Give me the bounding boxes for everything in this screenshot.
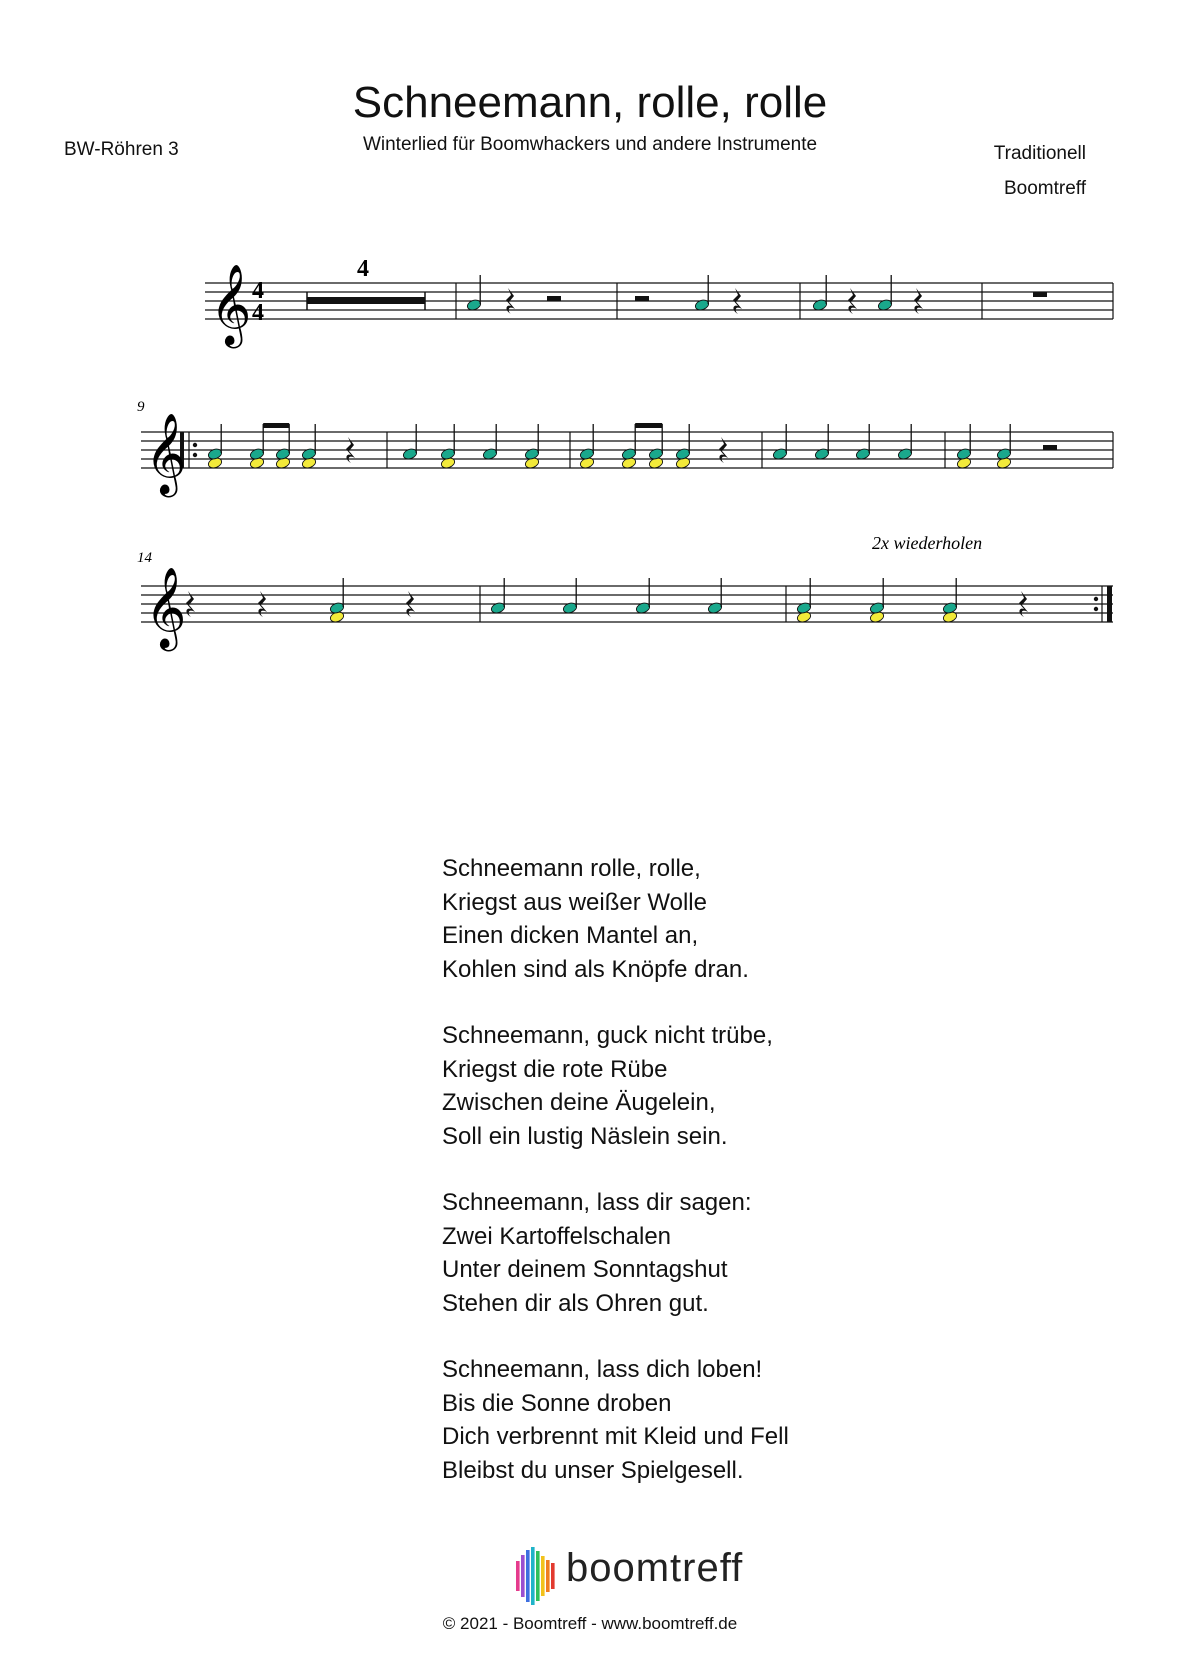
note bbox=[648, 424, 664, 470]
lyrics-line: Schneemann, lass dich loben! bbox=[442, 1356, 763, 1383]
note bbox=[956, 424, 972, 470]
composer-label: Traditionell bbox=[993, 143, 1086, 164]
logo-bar bbox=[521, 1555, 525, 1597]
note bbox=[440, 424, 456, 470]
measure-number-14: 14 bbox=[137, 550, 152, 566]
arranger-label: Boomtreff bbox=[1003, 178, 1086, 199]
part-label: BW-Röhren 3 bbox=[64, 139, 179, 160]
note bbox=[524, 424, 540, 470]
lyrics-line: Soll ein lustig Näslein sein. bbox=[442, 1122, 728, 1150]
lyrics-stanza bbox=[442, 852, 789, 986]
half-rest bbox=[635, 296, 649, 301]
repeat-annotation: 2x wiederholen bbox=[872, 533, 983, 553]
whole-rest bbox=[1033, 292, 1047, 297]
page-title: Schneemann, rolle, rolle bbox=[352, 78, 828, 127]
note bbox=[579, 424, 595, 470]
half-rest bbox=[547, 296, 561, 301]
note-beam bbox=[263, 423, 289, 428]
note bbox=[329, 578, 345, 624]
multirest-count: 4 bbox=[357, 256, 369, 282]
note bbox=[207, 424, 223, 470]
lyrics-line: Zwischen deine Äugelein, bbox=[442, 1089, 716, 1116]
note bbox=[275, 424, 291, 470]
note bbox=[402, 424, 418, 461]
note-beam bbox=[635, 423, 662, 428]
note bbox=[635, 578, 651, 615]
note bbox=[621, 424, 637, 470]
logo-bar bbox=[516, 1561, 520, 1591]
lyrics-line: Zwei Kartoffelschalen bbox=[442, 1222, 672, 1250]
logo-bar bbox=[541, 1556, 545, 1596]
system-3 bbox=[141, 586, 1113, 622]
lyrics-line: Stehen dir als Ohren gut. bbox=[442, 1289, 709, 1317]
treble-clef-icon: 𝄞 bbox=[145, 416, 187, 493]
note bbox=[707, 578, 723, 615]
note bbox=[675, 424, 691, 470]
note bbox=[814, 424, 830, 461]
time-signature-bottom: 4 bbox=[252, 300, 264, 326]
note bbox=[812, 275, 828, 312]
lyrics-line: Einen dicken Mantel an, bbox=[442, 922, 699, 949]
note bbox=[869, 578, 885, 624]
note bbox=[466, 275, 482, 312]
note bbox=[772, 424, 788, 461]
note bbox=[996, 424, 1012, 470]
page-subtitle: Winterlied für Boomwhackers und andere Instrumente bbox=[362, 134, 818, 155]
note bbox=[301, 424, 317, 470]
note bbox=[877, 275, 893, 312]
note bbox=[942, 578, 958, 624]
lyrics-line: Bis die Sonne droben bbox=[442, 1389, 672, 1417]
lyrics-line: Schneemann, guck nicht trübe, bbox=[442, 1022, 773, 1049]
logo-bar bbox=[546, 1560, 550, 1592]
logo-text: boomtreff bbox=[566, 1546, 744, 1590]
logo-bar bbox=[526, 1550, 530, 1602]
lyrics-line: Kriegst die rote Rübe bbox=[442, 1055, 668, 1083]
note bbox=[249, 424, 265, 470]
logo-bar bbox=[536, 1551, 540, 1601]
logo-bar bbox=[551, 1563, 555, 1589]
treble-clef-icon: 𝄞 bbox=[210, 267, 252, 344]
treble-clef-icon: 𝄞 bbox=[145, 570, 187, 647]
lyrics-line: Schneemann rolle, rolle, bbox=[442, 855, 701, 882]
lyrics-line: Kriegst aus weißer Wolle bbox=[442, 888, 707, 916]
lyrics-line: Unter deinem Sonntagshut bbox=[442, 1256, 728, 1283]
copyright: © 2021 - Boomtreff - www.boomtreff.de bbox=[442, 1614, 738, 1633]
half-rest bbox=[1043, 445, 1057, 450]
multirest-bar bbox=[307, 292, 425, 310]
lyrics-line: Bleibst du unser Spielgesell. bbox=[442, 1456, 744, 1484]
lyrics-stanza bbox=[442, 1353, 789, 1487]
note bbox=[855, 424, 871, 461]
lyrics-stanza bbox=[442, 1019, 789, 1153]
sheet-music bbox=[0, 0, 1180, 700]
lyrics-line: Dich verbrennt mit Kleid und Fell bbox=[442, 1423, 789, 1450]
time-signature-top: 4 bbox=[252, 278, 264, 304]
lyrics bbox=[442, 852, 789, 1520]
note bbox=[796, 578, 812, 624]
logo-bar bbox=[531, 1547, 535, 1605]
lyrics-stanza bbox=[442, 1186, 789, 1320]
measure-number-9: 9 bbox=[137, 399, 145, 415]
lyrics-line: Schneemann, lass dir sagen: bbox=[442, 1189, 752, 1216]
note bbox=[490, 578, 506, 615]
note bbox=[562, 578, 578, 615]
note bbox=[897, 424, 913, 461]
note bbox=[694, 275, 710, 312]
lyrics-line: Kohlen sind als Knöpfe dran. bbox=[442, 955, 749, 983]
note bbox=[482, 424, 498, 461]
